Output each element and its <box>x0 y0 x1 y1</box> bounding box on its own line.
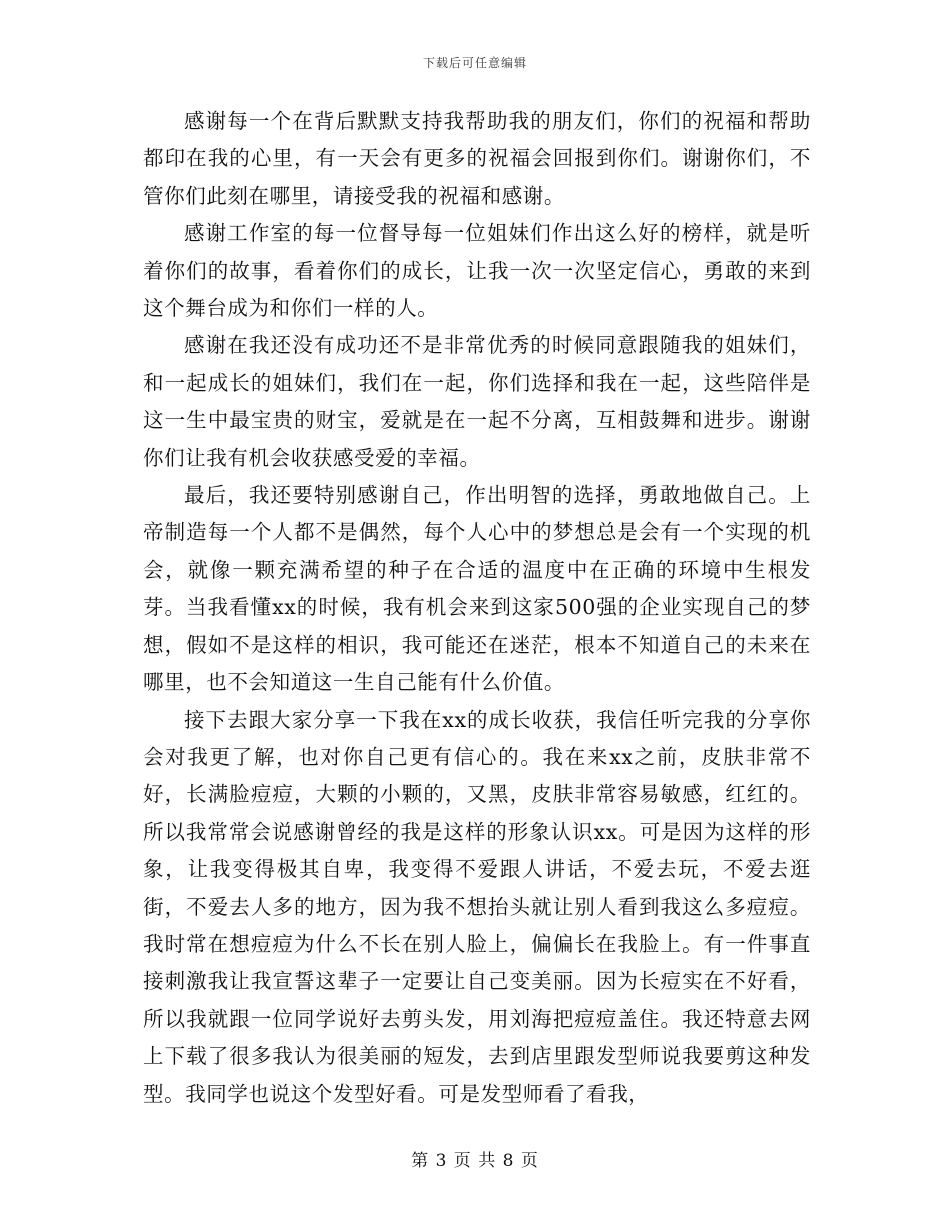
paragraph-growth-story: 接下去跟大家分享一下我在xx的成长收获，我信任听完我的分享你会对我更了解，也对你自己更有信心的。我在来xx之前，皮肤非常不好，长满脸痘痘，大颗的小颗的，又黑，皮肤非常容易敏感，红红的。所以我常常会说感谢曾经的我是这样的形象认识xx。可是因为这样的形象，让我变得极其自卑，我变得不爱跟人讲话，不爱去玩，不爱去逛街，不爱去人多的地方，因为我不想抬头就让别人看到我这么多痘痘。我时常在想痘痘为什么不长在别人脸上，偏偏长在我脸上。有一件事直接刺激我让我宣誓这辈子一定要让自己变美丽。因为长痘实在不好看，所以我就跟一位同学说好去剪头发，用刘海把痘痘盖住。我还特意去网上下载了很多我认为很美丽的短发，去到店里跟发型师说我要剪这种发型。我同学也说这个发型好看。可是发型师看了看我， <box>143 707 811 1106</box>
paragraph-thanks-self: 最后，我还要特别感谢自己，作出明智的选择，勇敢地做自己。上帝制造每一个人都不是偶然，每个人心中的梦想总是会有一个实现的机会，就像一颗充满希望的种子在合适的温度中在正确的环境中生根发芽。当我看懂xx的时候，我有机会来到这家500强的企业实现自己的梦想，假如不是这样的相识，我可能还在迷茫，根本不知道自己的未来在哪里，也不会知道这一生自己能有什么价值。 <box>143 483 811 695</box>
page-number: 第 3 页 共 8 页 <box>411 1151 539 1171</box>
paragraph-thanks-sisters: 感谢在我还没有成功还不是非常优秀的时候同意跟随我的姐妹们，和一起成长的姐妹们，我们在一起，你们选择和我在一起，这些陪伴是这一生中最宝贵的财宝，爱就是在一起不分离，互相鼓舞和进步。谢谢你们让我有机会收获感受爱的幸福。 <box>143 333 811 470</box>
header-note: 下载后可任意编辑 <box>422 56 527 70</box>
paragraph-thanks-studio: 感谢工作室的每一位督导每一位姐妹们作出这么好的榜样，就是听着你们的故事，看着你们的成长，让我一次一次坚定信心，勇敢的来到这个舞台成为和你们一样的人。 <box>143 221 811 321</box>
body-text <box>143 103 811 1113</box>
paragraph-thanks-friends: 感谢每一个在背后默默支持我帮助我的朋友们，你们的祝福和帮助都印在我的心里，有一天会有更多的祝福会回报到你们。谢谢你们，不管你们此刻在哪里，请接受我的祝福和感谢。 <box>143 109 811 208</box>
